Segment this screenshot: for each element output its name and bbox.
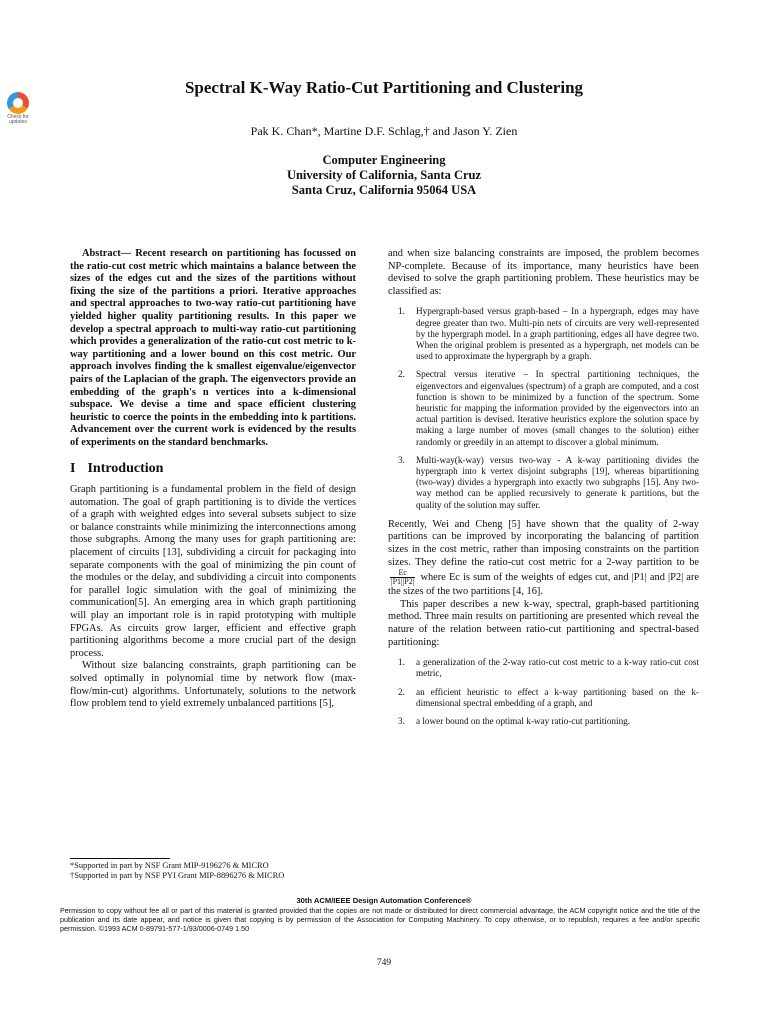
- abstract: Abstract— Recent research on partitioning has focussed on the ratio-cut cost metric which maintains a balance between the sizes of the edges cut and the sizes of the partitions without fixing the size of the partitions a priori. Iterative approaches and spectral approaches to two-way ratio-cut partitioning have yielded higher quality partitioning results. In this paper we develop a spectral approach to multi-way ratio-cut partitioning which provides a generalization of the ratio-cut cost metric to k-way partitioning and a lower bound on this cost metric. Our approach involves finding the k smallest eigenvalue/eigenvector pairs of the Laplacian of the graph. The eigenvectors provide an embedding of the graph's n vertices into a k-dimensional subspace. We devise a time and space efficient clustering heuristic to coerce the points in the embedding into k partitions. Advancement over the current work is evidenced by the results of experiments on the standard benchmarks.: [70, 248, 356, 448]
- list-item-text: Multi-way(k-way) versus two-way - A k-way partitioning divides the hypergraph into k vertex disjoint subgraphs [19], whereas bipartitioning (two-way) divides a hypergraph into exactly two subgraphs [15]. Any two-way method can be applied recursively to generate k partitions, but the quality of the solution may suffer.: [416, 454, 699, 510]
- results-list: [388, 657, 699, 727]
- list-item-text: a generalization of the 2-way ratio-cut cost metric to a k-way ratio-cut cost metric,: [416, 657, 699, 679]
- list-marker: 3.: [398, 454, 405, 465]
- list-marker: 1.: [398, 657, 405, 668]
- list-item: [398, 455, 699, 511]
- list-item: [398, 716, 699, 727]
- ratio-cut-fraction: [390, 569, 415, 586]
- footnote: †Supported in part by NSF PYI Grant MIP-8896276 & MICRO: [70, 871, 285, 880]
- list-marker: 2.: [398, 369, 405, 380]
- copyright-notice: Permission to copy without fee all or part of this material is granted provided that the copies are not made or distributed for direct commercial advantage, the ACM copyright notice and the title of the publication and its date appear, and notice is given that copying is by permission of the Association for Computing Machinery. To copy otherwise, or to republish, requires a fee and/or specific permission. ©1993 ACM 0-89791-577-1/93/0006-0749 1.50: [60, 906, 700, 934]
- affiliation-line: Computer Engineering: [322, 153, 446, 167]
- footnote: *Supported in part by NSF Grant MIP-9196276 & MICRO: [70, 861, 269, 870]
- fraction-denominator: |P1||P2|: [391, 577, 415, 587]
- affiliation-line: University of California, Santa Cruz: [286, 168, 482, 182]
- list-item: [398, 306, 699, 362]
- section-number: I: [70, 460, 76, 476]
- section-heading: [70, 460, 356, 476]
- left-column: [70, 248, 356, 711]
- footnote-rule: [70, 858, 170, 859]
- list-marker: 1.: [398, 306, 405, 317]
- right-column: [388, 248, 699, 735]
- list-item-text: Hypergraph-based versus graph-based – In a hypergraph, edges may have degree greater than two. Multi-pin nets of circuits are very well-represented by the hypergraph model. In a graph partitioning, edges all have degree two. When the original problem is presented as a hypergraph, net models can be used to approximate the hypergraph by a graph.: [416, 306, 699, 362]
- list-marker: 2.: [398, 686, 405, 697]
- page-number: 749: [376, 958, 392, 968]
- affiliation-line: Santa Cruz, California 95064 USA: [291, 183, 477, 197]
- list-item: [398, 657, 699, 679]
- heuristics-list: [388, 306, 699, 510]
- badge-label: Check for updates: [7, 114, 29, 125]
- list-marker: 3.: [398, 715, 405, 726]
- footnotes: [70, 858, 360, 881]
- body-paragraph: and when size balancing constraints are imposed, the problem becomes NP-complete. Because of its importance, many heuristics have been devised to solve the graph partitioning problem. These heuristics may be classified as:: [388, 248, 699, 297]
- intro-paragraph: Without size balancing constraints, graph partitioning can be solved optimally in polynomial time by network flow (max-flow/min-cut) algorithms. Unfortunately, solutions to the network flow problem tend to yield extremely unbalanced partitions [5],: [70, 660, 356, 710]
- ratio-cut-text-cont: where Ec is sum of the weights of edges cut, and |P1| and |P2| are the sizes of the two partitions [4, 16].: [388, 572, 699, 598]
- paper-title: Spectral K-Way Ratio-Cut Partitioning and Clustering: [184, 78, 584, 97]
- list-item-text: a lower bound on the optimal k-way ratio-cut partitioning.: [416, 715, 631, 726]
- section-title: Introduction: [87, 460, 164, 476]
- fraction-numerator: Ec: [390, 569, 415, 578]
- ratio-cut-text: Recently, Wei and Cheng [5] have shown that the quality of 2-way partitions can be improved by incorporating the balancing of partition sizes in the cost metric, rather than imposing constraints on the partition sizes. They define the ratio-cut cost metric for a 2-way partition to be: [388, 518, 699, 568]
- intro-paragraph: Graph partitioning is a fundamental problem in the field of design automation. The goal of graph partitioning is to divide the vertices of a graph with weighted edges into several subsets subject to size or balance constraints while minimizing the interconnections among those subgraphs. Among the many uses for graph partitioning are: placement of circuits [13], subdividing a circuit for packaging into separate components with the goal of minimizing the pin count of the modules or the delay, and subdividing a circuit into components for parallel logic simulation with the goal of minimizing the communication[5]. An emerging area in which graph partitioning will play an important role is in rapid prototyping with multiple FPGAs. As circuits grow larger, efficient and effective graph partitioning algorithms become a more crucial part of the design process.: [70, 484, 356, 659]
- authors: Pak K. Chan*, Martine D.F. Schlag,† and Jason Y. Zien: [250, 124, 518, 138]
- list-item: [398, 369, 699, 447]
- list-item-text: Spectral versus iterative – In spectral partitioning techniques, the eigenvectors and eigenvalues (spectrum) of a graph are computed, and a cost function is shown to be minimized by a function of the spectrum. Some heuristic for mapping the information provided by the eigenvectors into an actual partition is devised. Iterative heuristics explore the solution space by making a large number of moves (small changes to the solution) either randomly or greedily in an attempt to discover a global minimum.: [416, 369, 699, 447]
- list-item: [398, 687, 699, 709]
- list-item-text: an efficient heuristic to effect a k-way partitioning based on the k-dimensional spectral embedding of a graph, and: [416, 686, 699, 708]
- body-paragraph: [388, 519, 699, 599]
- body-paragraph: This paper describes a new k-way, spectral, graph-based partitioning method. Three main results on partitioning are presented which reveal the nature of the relation between ratio-cut partitioning and spectral-based partitioning:: [388, 598, 699, 648]
- affiliation: [0, 153, 768, 198]
- conference-name: 30th ACM/IEEE Design Automation Conference®: [296, 896, 472, 905]
